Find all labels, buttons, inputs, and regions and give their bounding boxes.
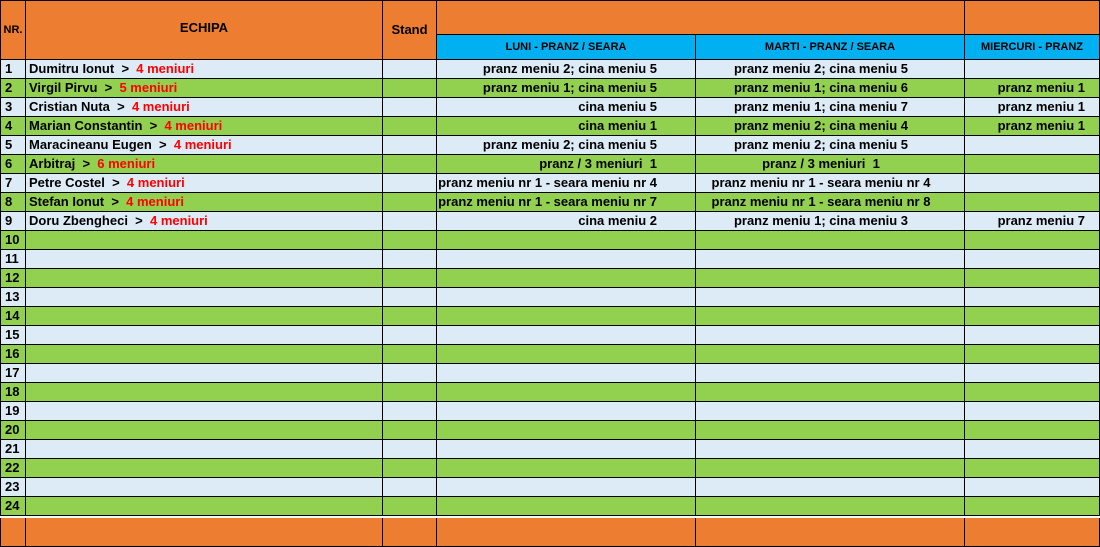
cell-stand[interactable]	[383, 364, 437, 383]
cell-stand[interactable]	[383, 136, 437, 155]
cell-stand[interactable]	[383, 326, 437, 345]
cell-team[interactable]	[26, 478, 383, 497]
team-name: Marian Constantin	[29, 118, 143, 133]
menu-count: 5 meniuri	[119, 80, 178, 95]
cell-marti[interactable]: pranz meniu 2; cina meniu 4	[696, 117, 965, 136]
cell-luni[interactable]	[437, 383, 696, 402]
cell-marti[interactable]: pranz meniu 2; cina meniu 5	[696, 60, 965, 79]
cell-stand[interactable]	[383, 155, 437, 174]
cell-stand[interactable]	[383, 440, 437, 459]
cell-luni[interactable]	[437, 402, 696, 421]
cell-stand[interactable]	[383, 478, 437, 497]
cell-luni[interactable]	[437, 478, 696, 497]
cell-team[interactable]	[26, 250, 383, 269]
footer-marti	[696, 518, 965, 547]
cell-team[interactable]	[26, 383, 383, 402]
cell-team[interactable]	[26, 193, 383, 212]
cell-marti[interactable]	[696, 345, 965, 364]
cell-nr[interactable]: 19	[0, 402, 26, 421]
cell-marti[interactable]	[696, 288, 965, 307]
team-name: Cristian Nuta	[29, 99, 110, 114]
cell-marti[interactable]: pranz meniu 1; cina meniu 6	[696, 79, 965, 98]
header-days-group-extra	[965, 0, 1100, 35]
cell-luni[interactable]	[437, 326, 696, 345]
cell-stand[interactable]	[383, 174, 437, 193]
cell-team[interactable]	[26, 364, 383, 383]
cell-miercuri[interactable]	[965, 288, 1100, 307]
cell-marti[interactable]	[696, 364, 965, 383]
cell-marti[interactable]	[696, 497, 965, 516]
cell-luni[interactable]	[437, 421, 696, 440]
header-day-luni[interactable]: LUNI - PRANZ / SEARA	[437, 35, 696, 60]
cell-marti[interactable]	[696, 421, 965, 440]
cell-luni[interactable]	[437, 250, 696, 269]
cell-nr[interactable]: 21	[0, 440, 26, 459]
team-name: Dumitru Ionut	[29, 61, 115, 76]
cell-nr[interactable]: 22	[0, 459, 26, 478]
cell-stand[interactable]	[383, 231, 437, 250]
cell-stand[interactable]	[383, 250, 437, 269]
cell-team[interactable]	[26, 60, 383, 79]
cell-marti[interactable]	[696, 250, 965, 269]
header-nr[interactable]: NR.	[0, 0, 26, 60]
team-separator: >	[75, 156, 98, 171]
cell-luni[interactable]: pranz meniu 2; cina meniu 5	[437, 136, 696, 155]
team-name: Virgil Pirvu	[29, 80, 98, 95]
cell-stand[interactable]	[383, 269, 437, 288]
team-name: Maracineanu Eugen	[29, 137, 152, 152]
cell-marti[interactable]: pranz meniu 1; cina meniu 3	[696, 212, 965, 231]
cell-nr[interactable]: 15	[0, 326, 26, 345]
cell-miercuri[interactable]	[965, 478, 1100, 497]
team-name: Petre Costel	[29, 175, 105, 190]
cell-nr[interactable]: 2	[0, 79, 26, 98]
footer-miercuri	[965, 518, 1100, 547]
cell-team[interactable]	[26, 231, 383, 250]
cell-stand[interactable]	[383, 117, 437, 136]
cell-miercuri[interactable]	[965, 155, 1100, 174]
cell-nr[interactable]: 12	[0, 269, 26, 288]
cell-team[interactable]	[26, 155, 383, 174]
header-day-miercuri[interactable]: MIERCURI - PRANZ	[965, 35, 1100, 60]
cell-team[interactable]	[26, 326, 383, 345]
cell-marti[interactable]: pranz meniu 1; cina meniu 7	[696, 98, 965, 117]
cell-team[interactable]	[26, 98, 383, 117]
cell-stand[interactable]	[383, 307, 437, 326]
cell-team[interactable]	[26, 117, 383, 136]
cell-miercuri[interactable]: pranz meniu 1	[965, 98, 1100, 117]
cell-team[interactable]	[26, 174, 383, 193]
cell-miercuri[interactable]	[965, 497, 1100, 516]
cell-marti[interactable]	[696, 269, 965, 288]
cell-miercuri[interactable]	[965, 459, 1100, 478]
cell-miercuri[interactable]	[965, 440, 1100, 459]
team-separator: >	[104, 194, 127, 209]
cell-miercuri[interactable]	[965, 269, 1100, 288]
cell-stand[interactable]	[383, 497, 437, 516]
cell-luni[interactable]: pranz / 3 meniuri 1	[437, 155, 696, 174]
menu-count: 4 meniuri	[173, 137, 232, 152]
cell-marti[interactable]	[696, 478, 965, 497]
cell-nr[interactable]: 9	[0, 212, 26, 231]
cell-luni[interactable]	[437, 345, 696, 364]
cell-stand[interactable]	[383, 193, 437, 212]
cell-luni[interactable]	[437, 307, 696, 326]
team-separator: >	[142, 118, 165, 133]
team-separator: >	[104, 175, 127, 190]
cell-nr[interactable]: 14	[0, 307, 26, 326]
cell-nr[interactable]: 8	[0, 193, 26, 212]
cell-nr[interactable]: 3	[0, 98, 26, 117]
cell-team[interactable]	[26, 345, 383, 364]
menu-count: 4 meniuri	[131, 99, 190, 114]
header-stand[interactable]: Stand	[383, 0, 437, 60]
cell-nr[interactable]: 16	[0, 345, 26, 364]
cell-team[interactable]	[26, 212, 383, 231]
team-separator: >	[114, 61, 137, 76]
cell-marti[interactable]: pranz meniu nr 1 - seara meniu nr 8	[696, 193, 965, 212]
footer-stand	[383, 518, 437, 547]
cell-marti[interactable]: pranz / 3 meniuri 1	[696, 155, 965, 174]
cell-miercuri[interactable]	[965, 174, 1100, 193]
team-name: Arbitraj	[29, 156, 76, 171]
cell-nr[interactable]: 4	[0, 117, 26, 136]
team-separator: >	[109, 99, 132, 114]
cell-stand[interactable]	[383, 212, 437, 231]
footer-luni	[437, 518, 696, 547]
cell-marti[interactable]	[696, 402, 965, 421]
cell-stand[interactable]	[383, 288, 437, 307]
cell-luni[interactable]: pranz meniu 1; cina meniu 5	[437, 79, 696, 98]
cell-team[interactable]	[26, 79, 383, 98]
cell-nr[interactable]: 1	[0, 60, 26, 79]
cell-miercuri[interactable]	[965, 383, 1100, 402]
cell-marti[interactable]	[696, 459, 965, 478]
cell-team[interactable]	[26, 421, 383, 440]
cell-luni[interactable]	[437, 364, 696, 383]
cell-miercuri[interactable]	[965, 193, 1100, 212]
cell-miercuri[interactable]	[965, 421, 1100, 440]
cell-stand[interactable]	[383, 402, 437, 421]
cell-luni[interactable]	[437, 440, 696, 459]
cell-stand[interactable]	[383, 459, 437, 478]
cell-nr[interactable]: 7	[0, 174, 26, 193]
cell-luni[interactable]	[437, 288, 696, 307]
team-separator: >	[151, 137, 174, 152]
cell-team[interactable]	[26, 497, 383, 516]
cell-miercuri[interactable]: pranz meniu 1	[965, 79, 1100, 98]
cell-luni[interactable]: pranz meniu nr 1 - seara meniu nr 4	[437, 174, 696, 193]
cell-miercuri[interactable]	[965, 326, 1100, 345]
cell-miercuri[interactable]: pranz meniu 1	[965, 117, 1100, 136]
cell-luni[interactable]: cina meniu 5	[437, 98, 696, 117]
cell-nr[interactable]: 11	[0, 250, 26, 269]
cell-stand[interactable]	[383, 421, 437, 440]
cell-miercuri[interactable]: pranz meniu 7	[965, 212, 1100, 231]
cell-miercuri[interactable]	[965, 307, 1100, 326]
cell-team[interactable]	[26, 307, 383, 326]
cell-nr[interactable]: 18	[0, 383, 26, 402]
footer-team	[26, 518, 383, 547]
team-separator: >	[127, 213, 150, 228]
cell-stand[interactable]	[383, 60, 437, 79]
cell-nr[interactable]: 10	[0, 231, 26, 250]
menu-count: 4 meniuri	[150, 213, 208, 228]
cell-team[interactable]	[26, 269, 383, 288]
cell-nr[interactable]: 23	[0, 478, 26, 497]
cell-nr[interactable]: 17	[0, 364, 26, 383]
menu-count: 6 meniuri	[97, 156, 156, 171]
menu-count: 4 meniuri	[136, 61, 195, 76]
cell-miercuri[interactable]	[965, 250, 1100, 269]
cell-nr[interactable]: 20	[0, 421, 26, 440]
cell-team[interactable]	[26, 288, 383, 307]
cell-luni[interactable]: cina meniu 1	[437, 117, 696, 136]
cell-luni[interactable]	[437, 231, 696, 250]
menu-count: 4 meniuri	[126, 194, 184, 209]
cell-nr[interactable]: 6	[0, 155, 26, 174]
cell-team[interactable]	[26, 440, 383, 459]
header-day-marti[interactable]: MARTI - PRANZ / SEARA	[696, 35, 965, 60]
cell-marti[interactable]	[696, 307, 965, 326]
cell-luni[interactable]	[437, 459, 696, 478]
cell-team[interactable]	[26, 459, 383, 478]
cell-team[interactable]	[26, 136, 383, 155]
cell-miercuri[interactable]	[965, 364, 1100, 383]
cell-stand[interactable]	[383, 98, 437, 117]
team-name: Stefan Ionut	[29, 194, 105, 209]
cell-nr[interactable]: 5	[0, 136, 26, 155]
cell-stand[interactable]	[383, 79, 437, 98]
cell-miercuri[interactable]	[965, 402, 1100, 421]
cell-marti[interactable]: pranz meniu 2; cina meniu 5	[696, 136, 965, 155]
cell-luni[interactable]	[437, 269, 696, 288]
cell-miercuri[interactable]	[965, 231, 1100, 250]
cell-miercuri[interactable]	[965, 136, 1100, 155]
cell-marti[interactable]	[696, 231, 965, 250]
team-separator: >	[97, 80, 120, 95]
cell-nr[interactable]: 24	[0, 497, 26, 516]
menu-count: 4 meniuri	[164, 118, 223, 133]
menu-count: 4 meniuri	[126, 175, 185, 190]
cell-marti[interactable]	[696, 440, 965, 459]
cell-stand[interactable]	[383, 345, 437, 364]
cell-miercuri[interactable]	[965, 60, 1100, 79]
footer-nr	[0, 518, 26, 547]
cell-luni[interactable]: cina meniu 2	[437, 212, 696, 231]
cell-team[interactable]	[26, 402, 383, 421]
header-days-group	[437, 0, 965, 35]
cell-nr[interactable]: 13	[0, 288, 26, 307]
cell-marti[interactable]	[696, 326, 965, 345]
cell-luni[interactable]	[437, 497, 696, 516]
cell-luni[interactable]: pranz meniu 2; cina meniu 5	[437, 60, 696, 79]
cell-stand[interactable]	[383, 383, 437, 402]
cell-marti[interactable]: pranz meniu nr 1 - seara meniu nr 4	[696, 174, 965, 193]
cell-luni[interactable]: pranz meniu nr 1 - seara meniu nr 7	[437, 193, 696, 212]
cell-marti[interactable]	[696, 383, 965, 402]
team-name: Doru Zbengheci	[29, 213, 128, 228]
cell-miercuri[interactable]	[965, 345, 1100, 364]
header-team[interactable]: ECHIPA	[26, 0, 383, 60]
